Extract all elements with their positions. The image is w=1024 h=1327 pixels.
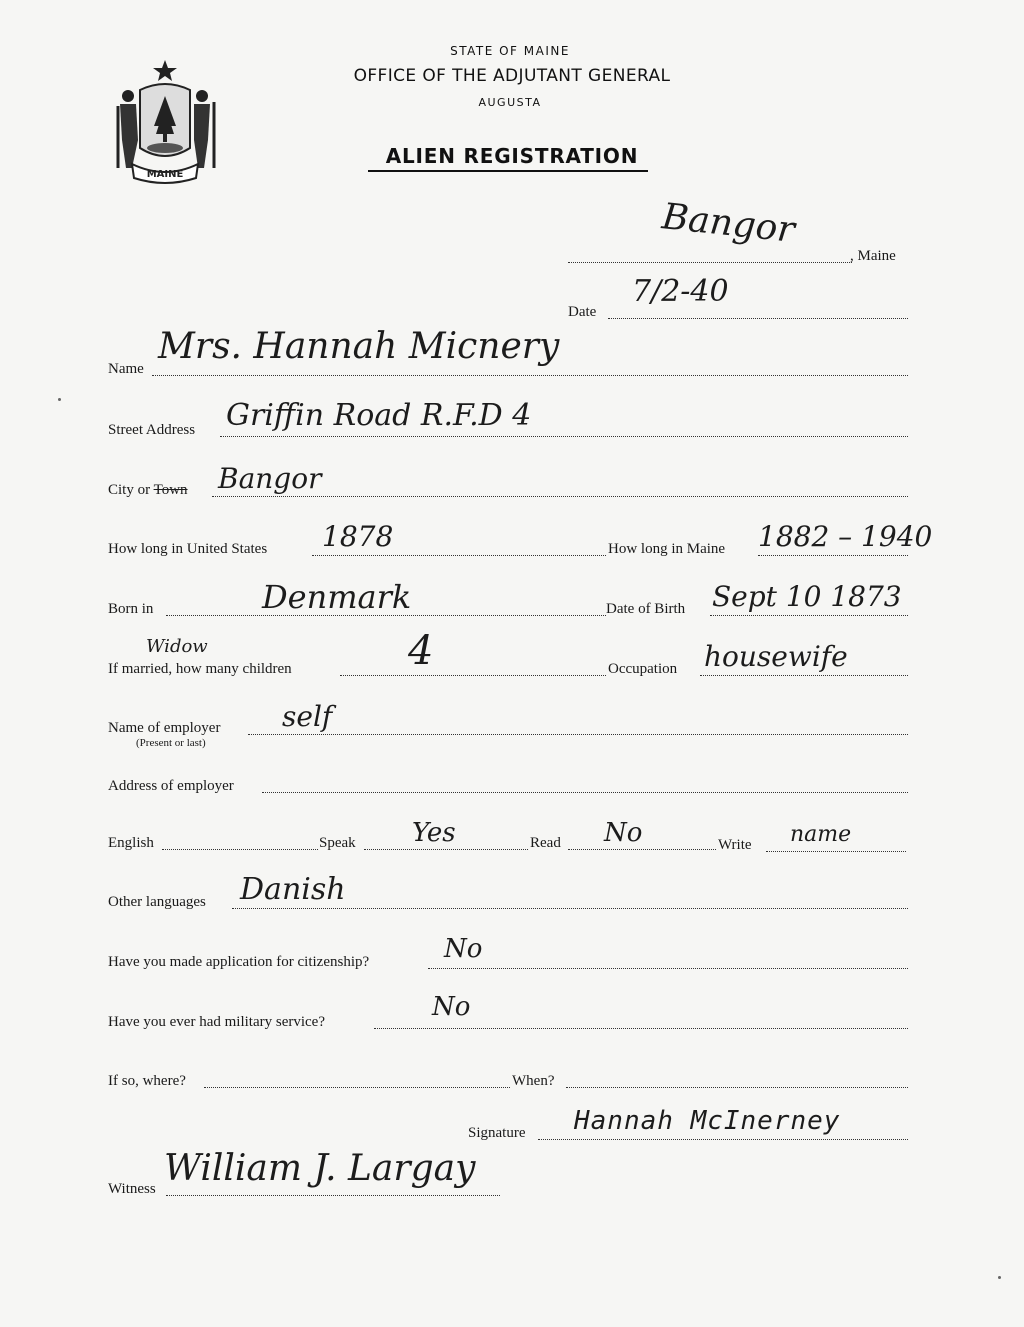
- city-value: Bangor: [218, 462, 322, 495]
- how-long-us-label: How long in United States: [108, 541, 268, 557]
- where-label: If so, where?: [108, 1073, 186, 1089]
- speak-value: Yes: [412, 818, 456, 848]
- street-address-line: [220, 436, 908, 437]
- employer-name-value: self: [282, 700, 333, 733]
- speak-line: [364, 849, 528, 850]
- occupation-value: housewife: [704, 640, 848, 673]
- svg-text:MAINE: MAINE: [146, 169, 184, 180]
- how-long-maine-line: [758, 555, 908, 556]
- marital-note-value: Widow: [146, 636, 208, 657]
- header-office: OFFICE OF THE ADJUTANT GENERAL: [353, 66, 671, 86]
- other-languages-value: Danish: [240, 872, 346, 907]
- city-label-text: City or: [108, 482, 151, 498]
- occupation-label: Occupation: [608, 661, 678, 677]
- witness-label: Witness: [108, 1181, 156, 1197]
- read-label: Read: [530, 835, 561, 851]
- scan-speck: [998, 1276, 1001, 1279]
- military-line: [374, 1028, 908, 1029]
- scan-speck: [58, 398, 61, 401]
- employer-name-label: Name of employer: [108, 720, 221, 736]
- how-long-us-value: 1878: [322, 520, 394, 553]
- title-underline: [368, 170, 648, 172]
- born-in-label: Born in: [108, 601, 154, 617]
- military-label: Have you ever had military service?: [108, 1014, 325, 1030]
- married-children-label: If married, how many children: [108, 661, 292, 677]
- how-long-maine-label: How long in Maine: [608, 541, 726, 557]
- when-label: When?: [512, 1073, 555, 1089]
- write-line: [766, 851, 906, 852]
- date-line: [608, 318, 908, 319]
- other-languages-label: Other languages: [108, 894, 206, 910]
- write-label: Write: [718, 837, 752, 853]
- signature-value: Hannah McInerney: [574, 1106, 841, 1136]
- employer-note-label: (Present or last): [136, 737, 206, 749]
- street-address-label: Street Address: [108, 422, 196, 438]
- when-line: [566, 1087, 908, 1088]
- date-of-birth-value: Sept 10 1873: [712, 580, 902, 613]
- employer-name-line: [248, 734, 908, 735]
- name-label: Name: [108, 361, 144, 377]
- how-long-us-line: [312, 555, 606, 556]
- children-value: 4: [408, 628, 434, 674]
- employer-address-label: Address of employer: [108, 778, 234, 794]
- born-in-value: Denmark: [262, 578, 412, 616]
- speak-label: Speak: [319, 835, 356, 851]
- witness-line: [166, 1195, 500, 1196]
- english-line: [162, 849, 318, 850]
- date-label: Date: [568, 304, 597, 320]
- english-label: English: [108, 835, 154, 851]
- maine-label: , Maine: [850, 248, 896, 264]
- children-line: [340, 675, 606, 676]
- street-address-value: Griffin Road R.F.D 4: [226, 398, 532, 433]
- witness-value: William J. Largay: [164, 1148, 476, 1189]
- date-of-birth-line: [710, 615, 908, 616]
- header-city: AUGUSTA: [478, 96, 542, 109]
- signature-label: Signature: [468, 1125, 526, 1141]
- town-struck-text: Town: [153, 482, 188, 498]
- citizenship-line: [428, 968, 908, 969]
- header-state: STATE OF MAINE: [450, 44, 570, 58]
- city-label: [108, 482, 188, 499]
- city-line: [212, 496, 908, 497]
- where-line: [204, 1087, 510, 1088]
- read-value: No: [604, 818, 643, 848]
- employer-address-line: [262, 792, 908, 793]
- town-value: Bangor: [660, 196, 797, 251]
- name-value: Mrs. Hannah Micnery: [158, 326, 560, 367]
- citizenship-value: No: [444, 934, 483, 964]
- how-long-maine-value: 1882 – 1940: [758, 520, 933, 553]
- date-of-birth-label: Date of Birth: [606, 601, 686, 617]
- name-line: [152, 375, 908, 376]
- write-value: name: [790, 822, 852, 847]
- date-value: 7/2-40: [632, 274, 729, 309]
- read-line: [568, 849, 716, 850]
- occupation-line: [700, 675, 908, 676]
- military-value: No: [432, 992, 471, 1022]
- town-line: [568, 262, 852, 263]
- signature-line: [538, 1139, 908, 1140]
- citizenship-label: Have you made application for citizenship?: [108, 954, 370, 970]
- form-title: ALIEN REGISTRATION: [385, 144, 639, 168]
- other-languages-line: [232, 908, 908, 909]
